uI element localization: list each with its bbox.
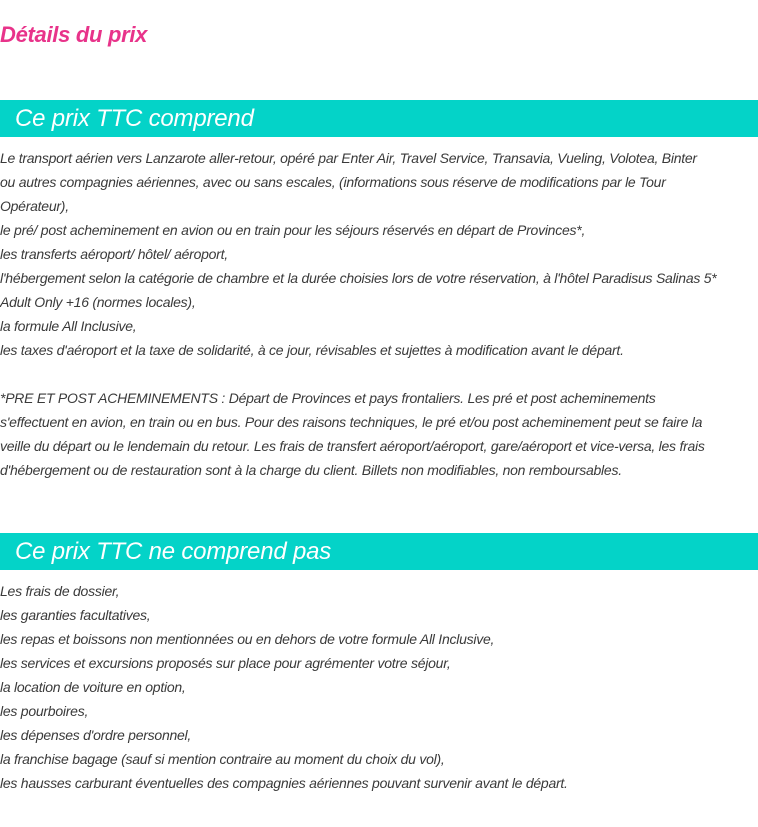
excluded-line: la location de voiture en option, [0, 679, 186, 695]
included-list [0, 146, 758, 362]
included-line: les taxes d'aéroport et la taxe de solidarité, à ce jour, révisables et sujettes à modification avant le départ. [0, 342, 624, 358]
included-line: la formule All Inclusive, [0, 318, 137, 334]
note-line: s'effectuent en avion, en train ou en bus. Pour des raisons techniques, le pré et/ou post acheminement peut se faire la [0, 414, 703, 430]
excluded-line: les hausses carburant éventuelles des compagnies aériennes pouvant survenir avant le départ. [0, 775, 568, 791]
included-line: Opérateur), [0, 198, 69, 214]
note-line: d'hébergement ou de restauration sont à la charge du client. Billets non modifiables, non remboursables. [0, 462, 622, 478]
excluded-line: les pourboires, [0, 703, 89, 719]
included-line: Adult Only +16 (normes locales), [0, 294, 196, 310]
note-line: *PRE ET POST ACHEMINEMENTS : Départ de Provinces et pays frontaliers. Les pré et post acheminements [0, 390, 656, 406]
excluded-line: les repas et boissons non mentionnées ou en dehors de votre formule All Inclusive, [0, 631, 495, 647]
excluded-list [0, 579, 758, 795]
excluded-line: les services et excursions proposés sur place pour agrémenter votre séjour, [0, 655, 451, 671]
excluded-line: Les frais de dossier, [0, 583, 120, 599]
excluded-line: les dépenses d'ordre personnel, [0, 727, 192, 743]
page-title: Détails du prix [0, 22, 148, 47]
included-line: les transferts aéroport/ hôtel/ aéroport, [0, 246, 228, 262]
included-line: ou autres compagnies aériennes, avec ou sans escales, (informations sous réserve de modifications par le Tour [0, 174, 666, 190]
excluded-section-header: Ce prix TTC ne comprend pas [0, 533, 758, 570]
pre-post-transfer-note [0, 386, 758, 482]
excluded-line: les garanties facultatives, [0, 607, 151, 623]
included-line: Le transport aérien vers Lanzarote aller-retour, opéré par Enter Air, Travel Service, Transavia, Vueling, Volotea, Binter [0, 150, 697, 166]
included-line: l'hébergement selon la catégorie de chambre et la durée choisies lors de votre réservation, à l'hôtel Paradisus Salinas 5* [0, 270, 717, 286]
note-line: veille du départ ou le lendemain du retour. Les frais de transfert aéroport/aéroport, gare/aéroport et vice-versa, les frais [0, 438, 705, 454]
included-section-header: Ce prix TTC comprend [0, 100, 758, 137]
included-line: le pré/ post acheminement en avion ou en train pour les séjours réservés en départ de Provinces*, [0, 222, 586, 238]
excluded-line: la franchise bagage (sauf si mention contraire au moment du choix du vol), [0, 751, 445, 767]
